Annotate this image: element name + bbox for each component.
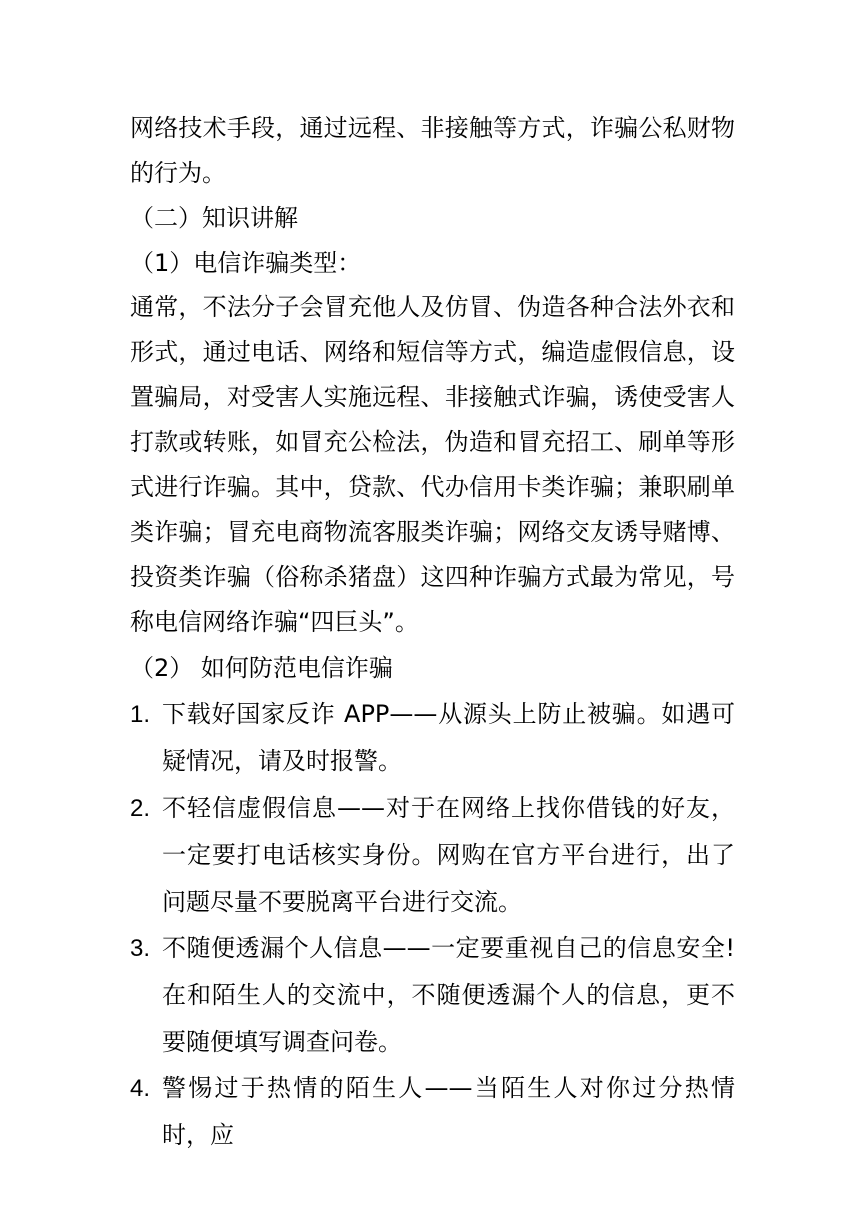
list-number: 1. [130,701,151,728]
list-number: 4. [130,1075,151,1102]
subheading-prevention: （2） 如何防范电信诈骗 [130,654,393,682]
subheading-telecom-fraud-types: （1）电信诈骗类型： [130,249,362,277]
list-item-1 [130,691,735,785]
list-item-2 [130,785,735,926]
section-two-heading: （二）知识讲解 [130,204,298,232]
list-item-text: 警惕过于热情的陌生人——当陌生人对你过分热情时，应 [162,1074,735,1149]
list-number: 2. [130,795,151,822]
list-item-4 [130,1065,735,1159]
list-number: 3. [130,935,151,962]
intro-paragraph: 网络技术手段，通过远程、非接触等方式，诈骗公私财物的行为。 [130,114,735,187]
fraud-types-paragraph: 通常，不法分子会冒充他人及仿冒、伪造各种合法外衣和形式，通过电话、网络和短信等方式，编造虚假信息，设置骗局，对受害人实施远程、非接触式诈骗，诱使受害人打款或转账，如冒充公检法，伪造和冒充招工、刷单等形式进行诈骗。其中，贷款、代办信用卡类诈骗；兼职刷单类诈骗；冒充电商物流客服类诈骗；网络交友诱导赌博、投资类诈骗（俗称杀猪盘）这四种诈骗方式最为常见，号称电信网络诈骗“四巨头”。 [130,293,735,636]
list-item-3 [130,925,735,1066]
list-item-text: 不轻信虚假信息——对于在网络上找你借钱的好友，一定要打电话核实身份。网购在官方平台进行，出了问题尽量不要脱离平台进行交流。 [162,794,735,916]
list-item-text: 下载好国家反诈 APP——从源头上防止被骗。如遇可疑情况，请及时报警。 [162,700,735,775]
list-item-text: 不随便透漏个人信息——一定要重视自己的信息安全!在和陌生人的交流中，不随便透漏个人的信息，更不要随便填写调查问卷。 [162,934,735,1056]
